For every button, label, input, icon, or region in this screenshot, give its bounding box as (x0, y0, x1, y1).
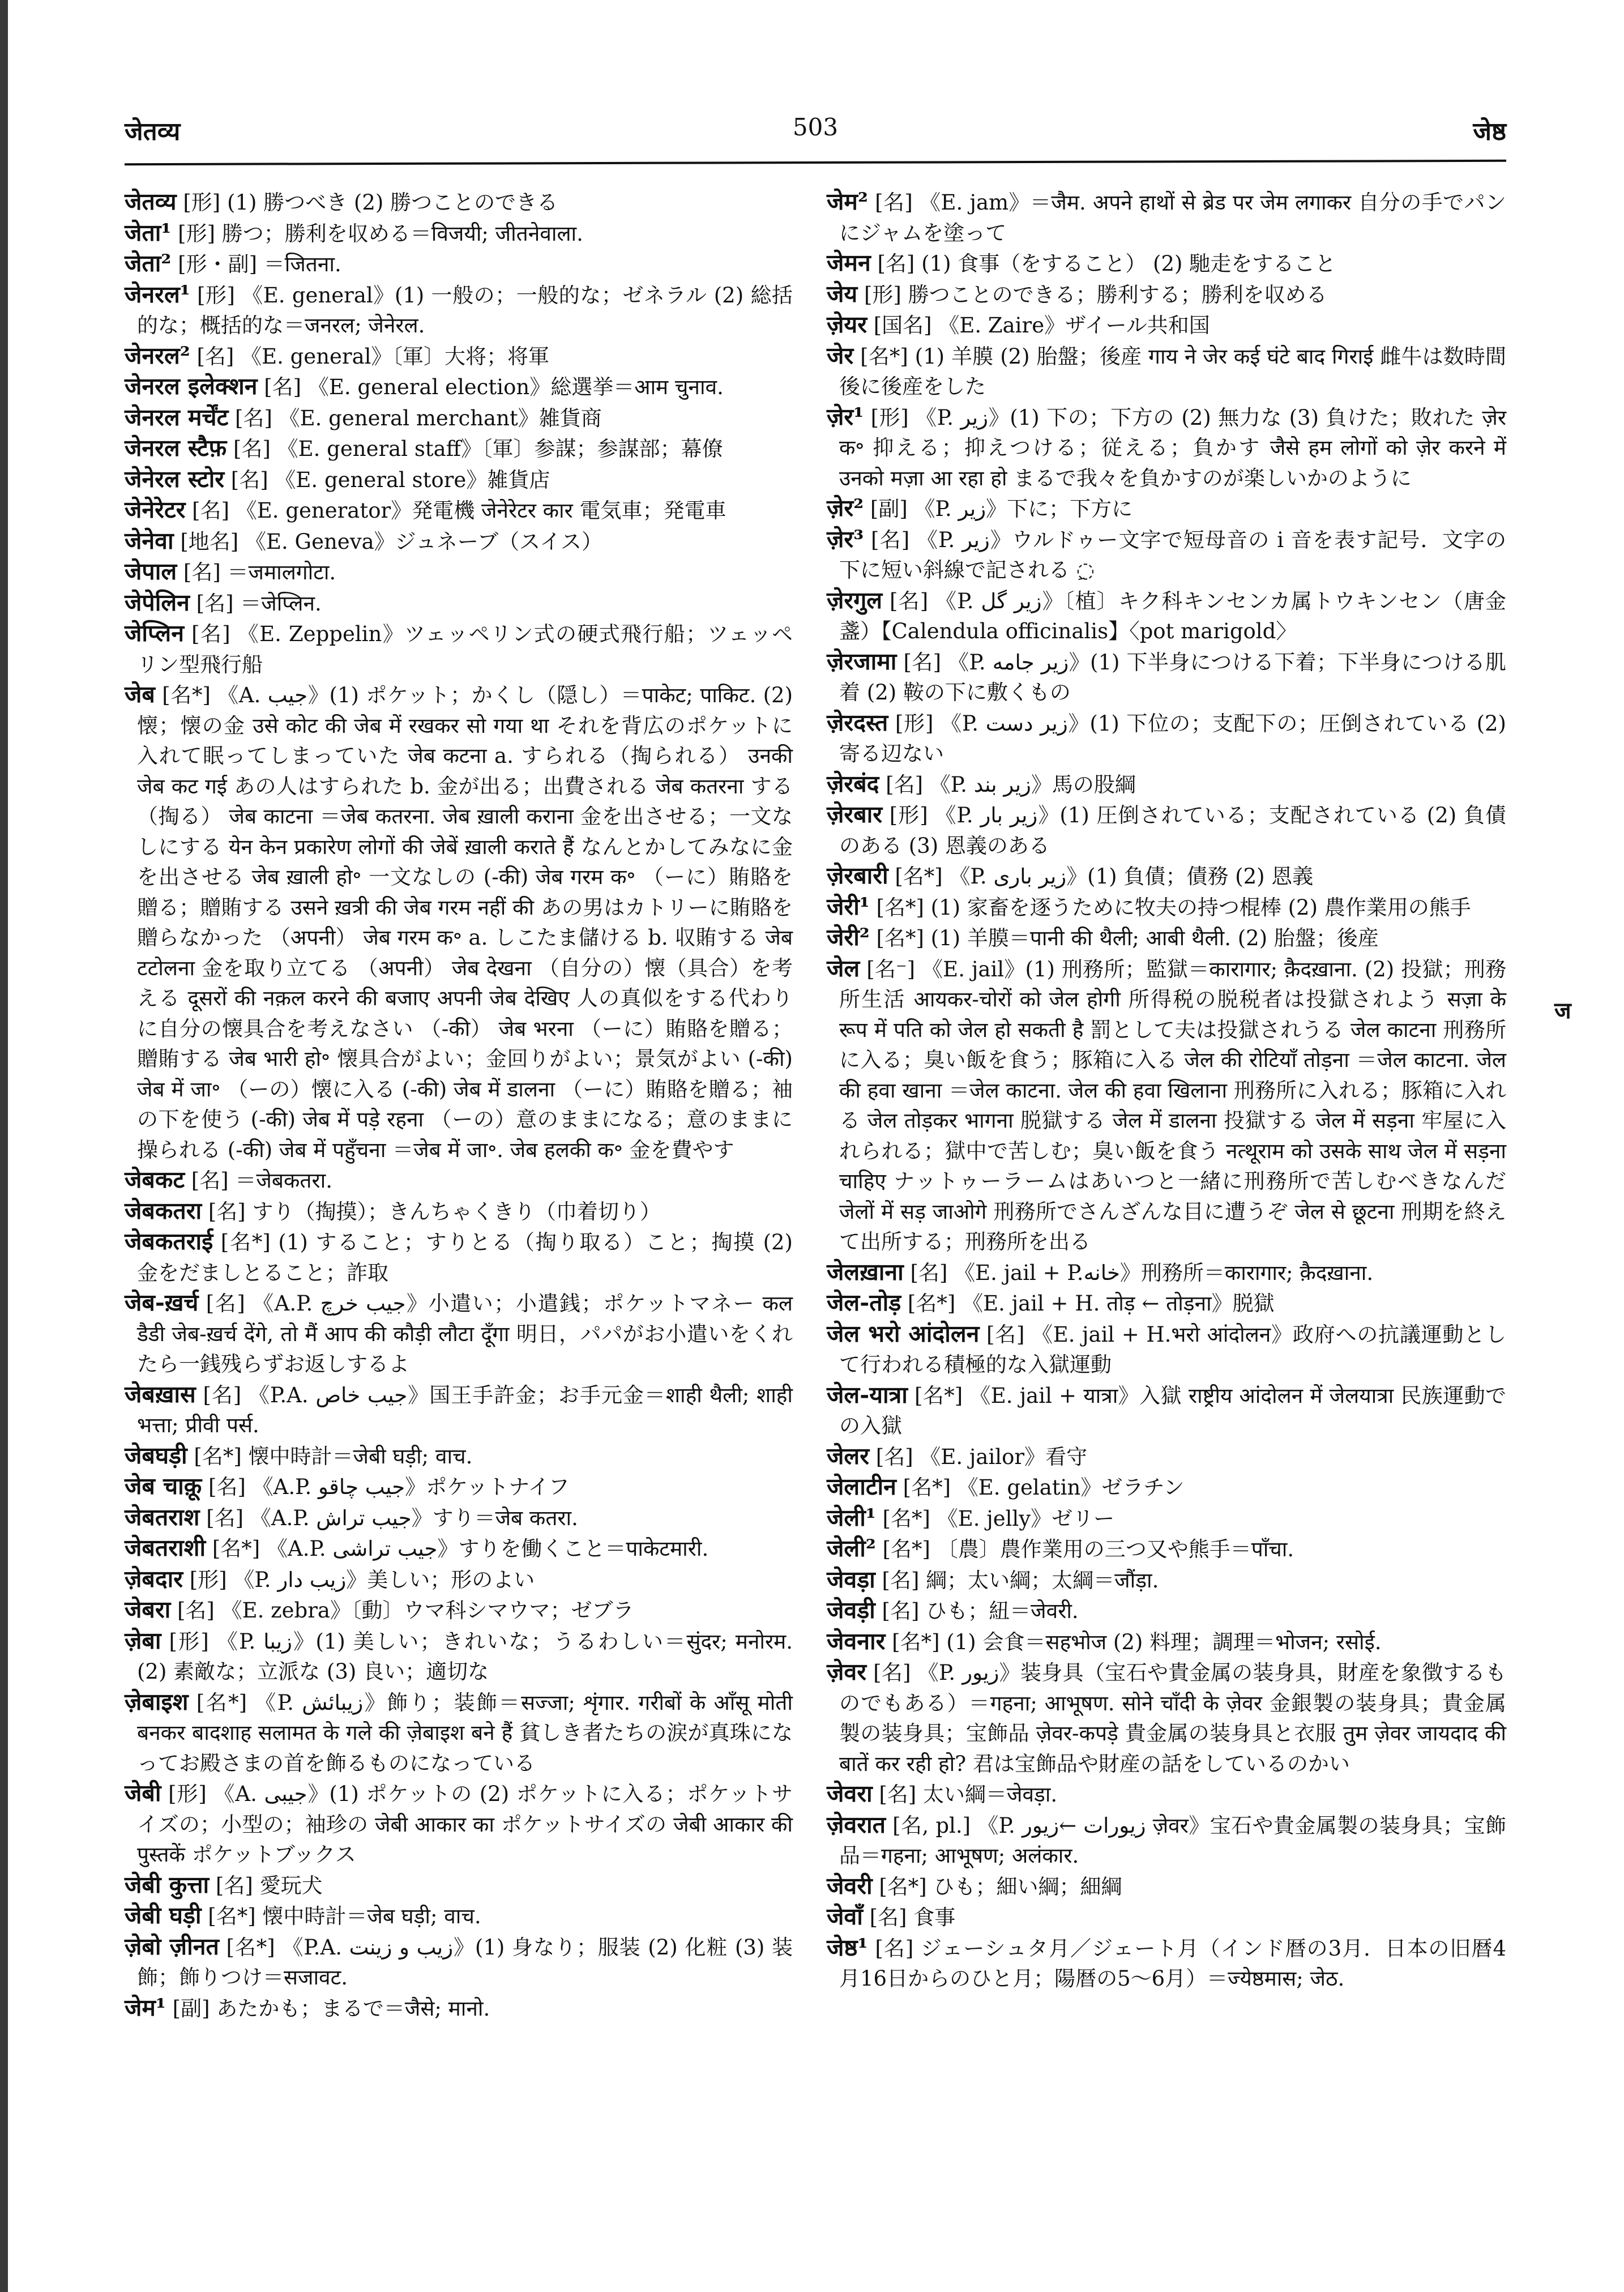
dictionary-entry (125, 557, 793, 588)
definition: [名] 《E. general merchant》雑貨商 (228, 406, 602, 430)
dictionary-entry (125, 1165, 793, 1196)
dictionary-entry (827, 1472, 1506, 1503)
headword: जेवनार (827, 1627, 886, 1655)
headword: जेय (827, 280, 858, 308)
definition: [名] すり（掏摸）；きんちゃくきり（巾着切り） (202, 1199, 661, 1224)
headword: ज़ेवर (827, 1658, 866, 1685)
headword: जेतव्य (125, 188, 177, 215)
header-rule (125, 160, 1506, 165)
definition: [名*] (1) 羊膜＝पानी की थैली; आबी थैली. (2) 胎盤；後産 (869, 926, 1379, 950)
headword: जेली¹ (827, 1504, 876, 1531)
definition: [地名] 《E. Geneva》ジュネーブ（スイス） (173, 529, 602, 554)
definition: [名*] ひも；細い綱；細綱 (872, 1874, 1122, 1899)
definition: [名] 《E. Zeppelin》ツェッペリン式の硬式飛行船；ツェッペリン型飛行船 (137, 622, 793, 677)
definition: [名*] 《E. jail + H. तोड़ ← तोड़ना》脱獄 (901, 1291, 1275, 1316)
dictionary-entry (827, 493, 1506, 524)
headword: जेबरा (125, 1596, 171, 1623)
dictionary-entry (125, 1564, 793, 1595)
dictionary-entry (125, 1595, 793, 1626)
dictionary-entry (827, 1871, 1506, 1902)
dictionary-entry (125, 680, 793, 1165)
dictionary-entry (125, 1778, 793, 1870)
definition: [形] (1) 勝つべき (2) 勝つことのできる (176, 190, 558, 215)
definition: [名*] 《A. جيب》(1) ポケット；かくし（隠し）＝पाकेट; पाकिट. (2) 懐；懐の金 उसे कोट की जेब में रखकर सो गया था それを背広のポケットに入れて眠ってしまっていた जेब कटना a. すられる（掏られる） उनकी जेब कट गई あの人はすられた b. 金が出る；出費される जेब कतरना する（掏る） जेब काटना ＝जेब कतरना. जेब ख़ाली कराना 金を出させる；一文なしにする येन केन प्रकारेण लोगों की जेबें ख़ाली कराते हैं なんとかしてみなに金を出させる जेब ख़ाली हो॰ 一文なしの (-की) जेब गरम क॰ （ーに）賄賂を贈る；贈賄する उसने ख़त्री की जेब गरम नहीं की あの男はカトリーに賄賂を贈らなかった （अपनी） जेब गरम क॰ a. しこたま儲ける b. 収賄する जेब टटोलना 金を取り立てる （अपनी） जेब देखना （自分の）懐（具合）を考える दूसरों की नक़ल करने की बजाए अपनी जेब देखिए 人の真似をする代わりに自分の懐具合を考えなさい （-की） जेब भरना （ーに）賄賂を贈る；贈賄する जेब भारी हो॰ 懐具合がよい；金回りがよい；景気がよい (-की) जेब में जा॰ （ーの）懐に入る (-की) जेब में डालना （ーに）賄賂を贈る；袖の下を使う (-की) जेब में पड़े रहना （ーの）意のままになる；意のままに操られる (-की) जेब में पहुँचना ＝जेब में जा॰. जेब हलकी क॰ 金を費やす (137, 683, 793, 1162)
headword: ज़ेबाइश (125, 1688, 189, 1715)
headword: जेनेवा (125, 527, 174, 554)
definition: [名] 《E. generator》発電機 जेनेरेटर कार 電気車；発電車 (185, 498, 726, 523)
dictionary-entry (827, 1534, 1506, 1565)
definition: [名*] (1) 家畜を逐うために牧夫の持つ棍棒 (2) 農作業用の熊手 (869, 895, 1471, 920)
definition: [名] ひも；紐＝जेवरी. (875, 1599, 1079, 1623)
headword: ज़ेवरात (827, 1811, 886, 1838)
dictionary-entry (125, 341, 793, 372)
definition: [名] 《E. general election》総選挙＝आम चुनाव. (257, 375, 724, 399)
dictionary-entry (125, 1687, 793, 1779)
headword: ज़ेरबारी (827, 862, 888, 889)
headword: जेबकतराई (125, 1228, 213, 1255)
headword: जेबतराश (125, 1503, 200, 1531)
headword: जेबतराशी (125, 1534, 206, 1561)
definition: [名] 《E. jail + P.خانه》刑務所＝कारागार; क़ैदख़ाना. (903, 1260, 1374, 1285)
headword: ज़ेबो ज़ीनत (125, 1932, 219, 1960)
definition: [名] 《P. زير》ウルドゥー文字で短母音の i 音を表す記号．文字の下に短い斜線で記される ◌ِ (839, 527, 1506, 582)
definition: [名*] 《P. زيبائش》飾り；装飾＝सज्जा; शृंगार. गरीबों के आँसू मोती बनकर बादशाह सलामत के गले की ज़ेबाइश बने हैं 貧しき者たちの涙が真珠になってお殿さまの首を飾るものになっている (137, 1690, 793, 1775)
dictionary-entry (125, 1533, 793, 1564)
dictionary-entry (827, 1902, 1506, 1933)
dictionary-entry (827, 402, 1506, 494)
headword: जेलाटीन (827, 1473, 896, 1500)
dictionary-entry (827, 341, 1506, 402)
definition: [名, pl.] 《P. زيورات ←زيور ज़ेवर》宝石や貴金属製の装身具；宝飾品＝गहना; आभूषण; अलंकार. (839, 1813, 1506, 1868)
dictionary-entry (827, 1657, 1506, 1779)
definition: [名*] 《P.A. زيب و زينت》(1) 身なり；服装 (2) 化粧 (3) 装飾；飾りつけ＝सजावट. (137, 1935, 793, 1990)
dictionary-entry (125, 1870, 793, 1901)
definition: [名*] (1) 会食＝सहभोज (2) 料理；調理＝भोजन; रसोई. (885, 1629, 1382, 1654)
definition: [形] 《P. زيبا》(1) 美しい；きれいな；うるわしい＝सुंदर; मनोरम. (2) 素敵な；立派な (3) 良い；適切な (137, 1629, 793, 1684)
headword: जेल भरो आंदोलन (827, 1320, 980, 1347)
headword: ज़ेर² (827, 494, 864, 522)
definition: [名] 《P.A. جيب خاص》国王手許金；お手元金＝शाही थैली; शाही भत्ता; प्रीवी पर्स. (137, 1382, 793, 1437)
headword: जेनेरेटर (125, 496, 186, 523)
definition: [名*] 《E. jelly》ゼリー (875, 1506, 1115, 1531)
headword: जेप्लिन (125, 620, 184, 647)
dictionary-entry (827, 1595, 1506, 1627)
dictionary-entry (827, 279, 1506, 310)
headword: जेब (125, 681, 155, 708)
definition: [形] 《P. زير بار》(1) 圧倒されている；支配されている (2) 負債のある (3) 恩義のある (839, 803, 1506, 858)
dictionary-entry (125, 1932, 793, 1993)
definition: [形] 勝つことのできる；勝利する；勝利を収める (857, 282, 1327, 307)
dictionary-entry (827, 708, 1506, 769)
headword: ज़ेबा (125, 1627, 161, 1654)
headword: जेबघड़ी (125, 1441, 187, 1469)
dictionary-entry (827, 1503, 1506, 1534)
dictionary-entry (125, 495, 793, 526)
dictionary-entry (827, 1627, 1506, 1658)
definition: [副] あたかも；まるで＝जैसे; मानो. (165, 1996, 490, 2021)
headword: ज़ेरगुल (827, 586, 883, 614)
dictionary-entry (125, 403, 793, 434)
headword: ज़ेरदस्त (827, 708, 888, 736)
headword: जेरी¹ (827, 893, 870, 920)
headword: जेपेलिन (125, 588, 190, 616)
definition: [名*] 懐中時計＝जेब घड़ी; वाच. (201, 1904, 481, 1928)
headword: जेलख़ाना (827, 1258, 904, 1286)
dictionary-entry (125, 1503, 793, 1534)
headword: जेब चाक़ू (125, 1472, 202, 1500)
headword: जेरी² (827, 924, 870, 951)
dictionary-entry (827, 769, 1506, 800)
definition: [名] ＝जमालगोटा. (177, 560, 336, 584)
dictionary-entry (125, 1288, 793, 1380)
left-guide-word: जेतव्य (125, 117, 181, 146)
headword: जेलर (827, 1442, 869, 1470)
headword: ज़ेर¹ (827, 403, 864, 430)
dictionary-entry (827, 1933, 1506, 1994)
page-number: 503 (792, 113, 839, 141)
definition: [形] 《P. زيب دار》美しい；形のよい (183, 1567, 535, 1592)
dictionary-entry (827, 800, 1506, 861)
definition: [名] 《P. زير بند》馬の股綱 (879, 772, 1136, 797)
dictionary-entry (125, 526, 793, 557)
dictionary-entry (125, 1196, 793, 1227)
headword: जेता¹ (125, 219, 172, 246)
headword: ज़ेरबार (827, 801, 882, 828)
headword: जेब-ख़र्च (125, 1289, 199, 1316)
headword: जेष्ठ¹ (827, 1934, 868, 1961)
definition: [名] 《E. general》〔軍〕大将；将軍 (190, 344, 550, 369)
headword: जेम² (827, 188, 868, 215)
headword: जेनरल मर्चेंट (125, 403, 229, 431)
dictionary-entry (125, 187, 793, 218)
dictionary-entry (827, 954, 1506, 1257)
headword: जेली² (827, 1535, 876, 1562)
dictionary-entry (125, 372, 793, 403)
headword: जेबकतरा (125, 1197, 202, 1224)
dictionary-entry (125, 618, 793, 680)
definition: [名] ジェーシュタ月／ジェート月（インド暦の3月．日本の旧暦4月16日からのひと月；陽暦の5〜6月）＝ज्येष्ठमास; जेठ. (839, 1936, 1506, 1991)
dictionary-entry (827, 1565, 1506, 1596)
headword: जेम¹ (125, 1994, 166, 2021)
definition: [形] 《A. جيبی》(1) ポケットの (2) ポケットに入る；ポケットサイズの；小型の；袖珍の जेबी आकार का ポケットサイズの जेबी आकार की पुस्तकें ポケットブックス (137, 1782, 793, 1867)
definition: [名] ＝जेप्लिन. (189, 591, 322, 616)
definition: [形] 《P. زير》(1) 下の；下方の (2) 無力な (3) 負けた；敗れた ज़ेर क॰ 抑える；抑えつける；従える；負かす जैसे हम लोगों को ज़ेर करने में उनको मज़ा आ रहा हो まるで我々を負かすのが楽しいかのように (839, 405, 1506, 490)
right-column (827, 187, 1506, 1994)
definition: [名*] (1) すること；すりとる（掏り取る）こと；掏摸 (2) 金をだましとること；詐取 (137, 1230, 793, 1285)
dictionary-entry (125, 433, 793, 464)
definition: [形・副] ＝जितना. (171, 252, 341, 276)
definition: [形] 勝つ；勝利を収める＝विजयी; जीतनेवाला. (171, 221, 583, 246)
dictionary-entry (125, 1441, 793, 1472)
definition: [名] ＝जेबकतरा. (185, 1168, 332, 1193)
headword: ज़ेयर (827, 311, 867, 338)
right-guide-word: जेष्ठ (1473, 117, 1506, 146)
headword: जेबी (125, 1779, 161, 1807)
dictionary-entry (827, 1380, 1506, 1441)
dictionary-entry (827, 524, 1506, 586)
dictionary-entry (125, 280, 793, 341)
definition: [名] 《E. zebra》〔動〕ウマ科シマウマ；ゼブラ (170, 1598, 634, 1623)
definition: [名] 愛玩犬 (209, 1873, 323, 1898)
dictionary-entry (827, 1319, 1506, 1380)
headword: जेबकट (125, 1166, 185, 1193)
dictionary-entry (125, 249, 793, 280)
definition: [名] 《A.P. جيب تراش》すり＝जेब कतरा. (199, 1505, 578, 1530)
headword: ज़ेरबंद (827, 770, 879, 797)
dictionary-entry (827, 1441, 1506, 1472)
headword: जेवड़ी (827, 1597, 875, 1624)
definition: [名*] 《E. gelatin》ゼラチン (896, 1475, 1185, 1500)
headword: जेनरल स्टैफ़ (125, 434, 227, 462)
definition: [名*] 《A.P. جيب تراشی》すりを働くこと＝पाकेटमारी. (206, 1536, 709, 1561)
definition: [形] 《E. general》(1) 一般の；一般的な；ゼネラル (2) 総括的な；概括的な＝जनरल; जेनेरल. (137, 283, 793, 338)
headword: ज़ेर³ (827, 525, 864, 553)
definition: [名] 綱；太い綱；太綱＝जौंड़ा. (875, 1568, 1159, 1593)
definition: [名] 《E. general staff》〔軍〕参謀；参謀部；幕僚 (226, 437, 723, 461)
headword: जेता² (125, 250, 172, 277)
dictionary-entry (827, 1779, 1506, 1810)
dictionary-entry (827, 861, 1506, 892)
headword: जेवाँ (827, 1903, 863, 1930)
definition: [名⁻] 《E. jail》(1) 刑務所；監獄＝कारागार; क़ैदख़ाना. (2) 投獄；刑務所生活 आयकर-चोरों को जेल होगी 所得税の脱税者は投獄されよう सज़ा के रूप में पति को जेल हो सकती है 罰として夫は投獄されうる जेल काटना 刑務所に入る；臭い飯を食う；豚箱に入る जेल की रोटियाँ तोड़ना ＝जेल काटना. जेल की हवा खाना ＝जेल काटना. जेल की हवा खिलाना 刑務所に入れる；豚箱に入れる जेल तोड़कर भागना 脱獄する जेल में डालना 投獄する जेल में सड़ना 牢屋に入れられる；獄中で苦しむ；臭い飯を食う नत्थूराम को उसके साथ जेल में सड़ना चाहिए ナットゥーラームはあいつと一緒に刑務所で苦しむべきなんだ जेलों में सड़ जाओगे 刑務所でさんざんな目に遭うぞ जेल से छूटना 刑期を終えて出所する；刑務所を出る (839, 957, 1507, 1254)
headword: जेनेरल स्टोर (125, 465, 225, 493)
headword: जेमन (827, 249, 871, 276)
definition: [名*] (1) 羊膜 (2) 胎盤；後産 गाय ने जेर कई घंटे बाद गिराई 雌牛は数時間後に後産をした (839, 344, 1506, 399)
definition: [名] 太い綱＝जेवड़ा. (872, 1782, 1058, 1807)
thumb-index-letter: ज (1554, 997, 1571, 1024)
definition: [名] 《A.P. جيب چاقو》ポケットナイフ (202, 1475, 570, 1499)
definition: [名] 《E. jailor》看守 (869, 1444, 1088, 1469)
dictionary-entry (827, 892, 1506, 923)
headword: जेनरल इलेक्शन (125, 373, 258, 400)
definition: [名] 《E. general store》雑貨店 (224, 467, 550, 492)
dictionary-entry (125, 1471, 793, 1503)
dictionary-entry (827, 1810, 1506, 1871)
headword: ज़ेबदार (125, 1565, 183, 1593)
definition: [名] 《E. jail + H.भरो आंदोलन》政府への抗議運動として行われる積極的な入獄運動 (839, 1322, 1507, 1377)
definition: [名] (1) 食事（をすること） (2) 馳走をすること (870, 251, 1336, 276)
definition: [名*] 《P. زير باری》(1) 負債；債務 (2) 恩義 (888, 864, 1314, 889)
dictionary-entry (125, 1626, 793, 1687)
dictionary-entry (125, 1227, 793, 1288)
dictionary-entry (827, 586, 1506, 647)
headword: जेनरल¹ (125, 280, 190, 308)
headword: जेर (827, 342, 854, 369)
scan-page-edge (0, 0, 8, 2292)
definition: [名] 《A.P. جيب خرچ》小遣い；小遣銭；ポケットマネー कल डैडी जेब-ख़र्च देंगे, तो मैं आप की कौड़ी लौटा दूँगा 明日，パパがお小遣いをくれたら一銭残らずお返しするよ (137, 1291, 793, 1376)
dictionary-entry (125, 1993, 793, 2024)
definition: [名] 《P. زير گل》〔植〕キク科キンセンカ属トウキンセン（唐金盞）【Calendula officinalis】〈pot marigold〉 (839, 588, 1506, 643)
headword: जेल-यात्रा (827, 1381, 908, 1409)
dictionary-entry (827, 923, 1506, 954)
dictionary-entry (827, 1257, 1506, 1288)
dictionary-entry (125, 218, 793, 249)
headword: जेवड़ा (827, 1565, 875, 1593)
headword: जेपाल (125, 558, 177, 585)
dictionary-entry (827, 310, 1506, 341)
left-column (125, 187, 793, 2024)
headword: जेवरी (827, 1872, 873, 1900)
definition: [国名] 《E. Zaire》ザイール共和国 (866, 313, 1210, 338)
headword: जेबख़ास (125, 1380, 196, 1408)
dictionary-entry (125, 588, 793, 619)
headword: जेवरा (827, 1780, 873, 1807)
dictionary-entry (827, 187, 1506, 248)
definition: [名] 《E. jam》＝जैम. अपने हाथों से ब्रेड पर जेम लगाकर 自分の手でパンにジャムを塗って (839, 190, 1506, 245)
headword: जेबी घड़ी (125, 1902, 202, 1929)
definition: [形] 《P. زير دست》(1) 下位の；支配下の；圧倒されている (2) 寄る辺ない (839, 711, 1506, 766)
definition: [名*] 〔農〕農作業用の三つ又や熊手＝पाँचा. (875, 1537, 1294, 1561)
headword: जेनरल² (125, 342, 190, 369)
definition: [名] 《P. زير جامه》(1) 下半身につける下着；下半身につける肌着 (2) 鞍の下に敷くもの (839, 650, 1506, 705)
dictionary-entry (125, 1380, 793, 1441)
definition: [名*] 懐中時計＝जेबी घड़ी; वाच. (187, 1444, 473, 1469)
dictionary-entry (125, 464, 793, 496)
headword: जेबी कुत्ता (125, 1871, 210, 1898)
definition: [名*] 《E. jail + यात्रा》入獄 राष्ट्रीय आंदोलन में जेलयात्रा 民族運動での入獄 (839, 1383, 1506, 1438)
definition: [名] 《P. زيور》装身具（宝石や貴金属の装身具，財産を象徴するものでもある）＝गहना; आभूषण. सोने चाँदी के ज़ेवर 金銀製の装身具；貴金属製の装身具；宝飾品 ज़ेवर-कपड़े 貴金属の装身具と衣服 तुम ज़ेवर जायदाद की बातें कर रही हो? 君は宝飾品や財産の話をしているのかい (839, 1661, 1506, 1776)
headword: ज़ेरजामा (827, 647, 897, 675)
headword: जेल (827, 954, 860, 982)
headword: जेल-तोड़ (827, 1289, 901, 1316)
page-header (125, 113, 1506, 153)
dictionary-entry (125, 1901, 793, 1932)
dictionary-entry (827, 248, 1506, 279)
dictionary-entry (827, 1288, 1506, 1319)
dictionary-entry (827, 647, 1506, 708)
definition: [副] 《P. زير》下に；下方に (864, 497, 1133, 521)
definition: [名] 食事 (862, 1905, 956, 1930)
